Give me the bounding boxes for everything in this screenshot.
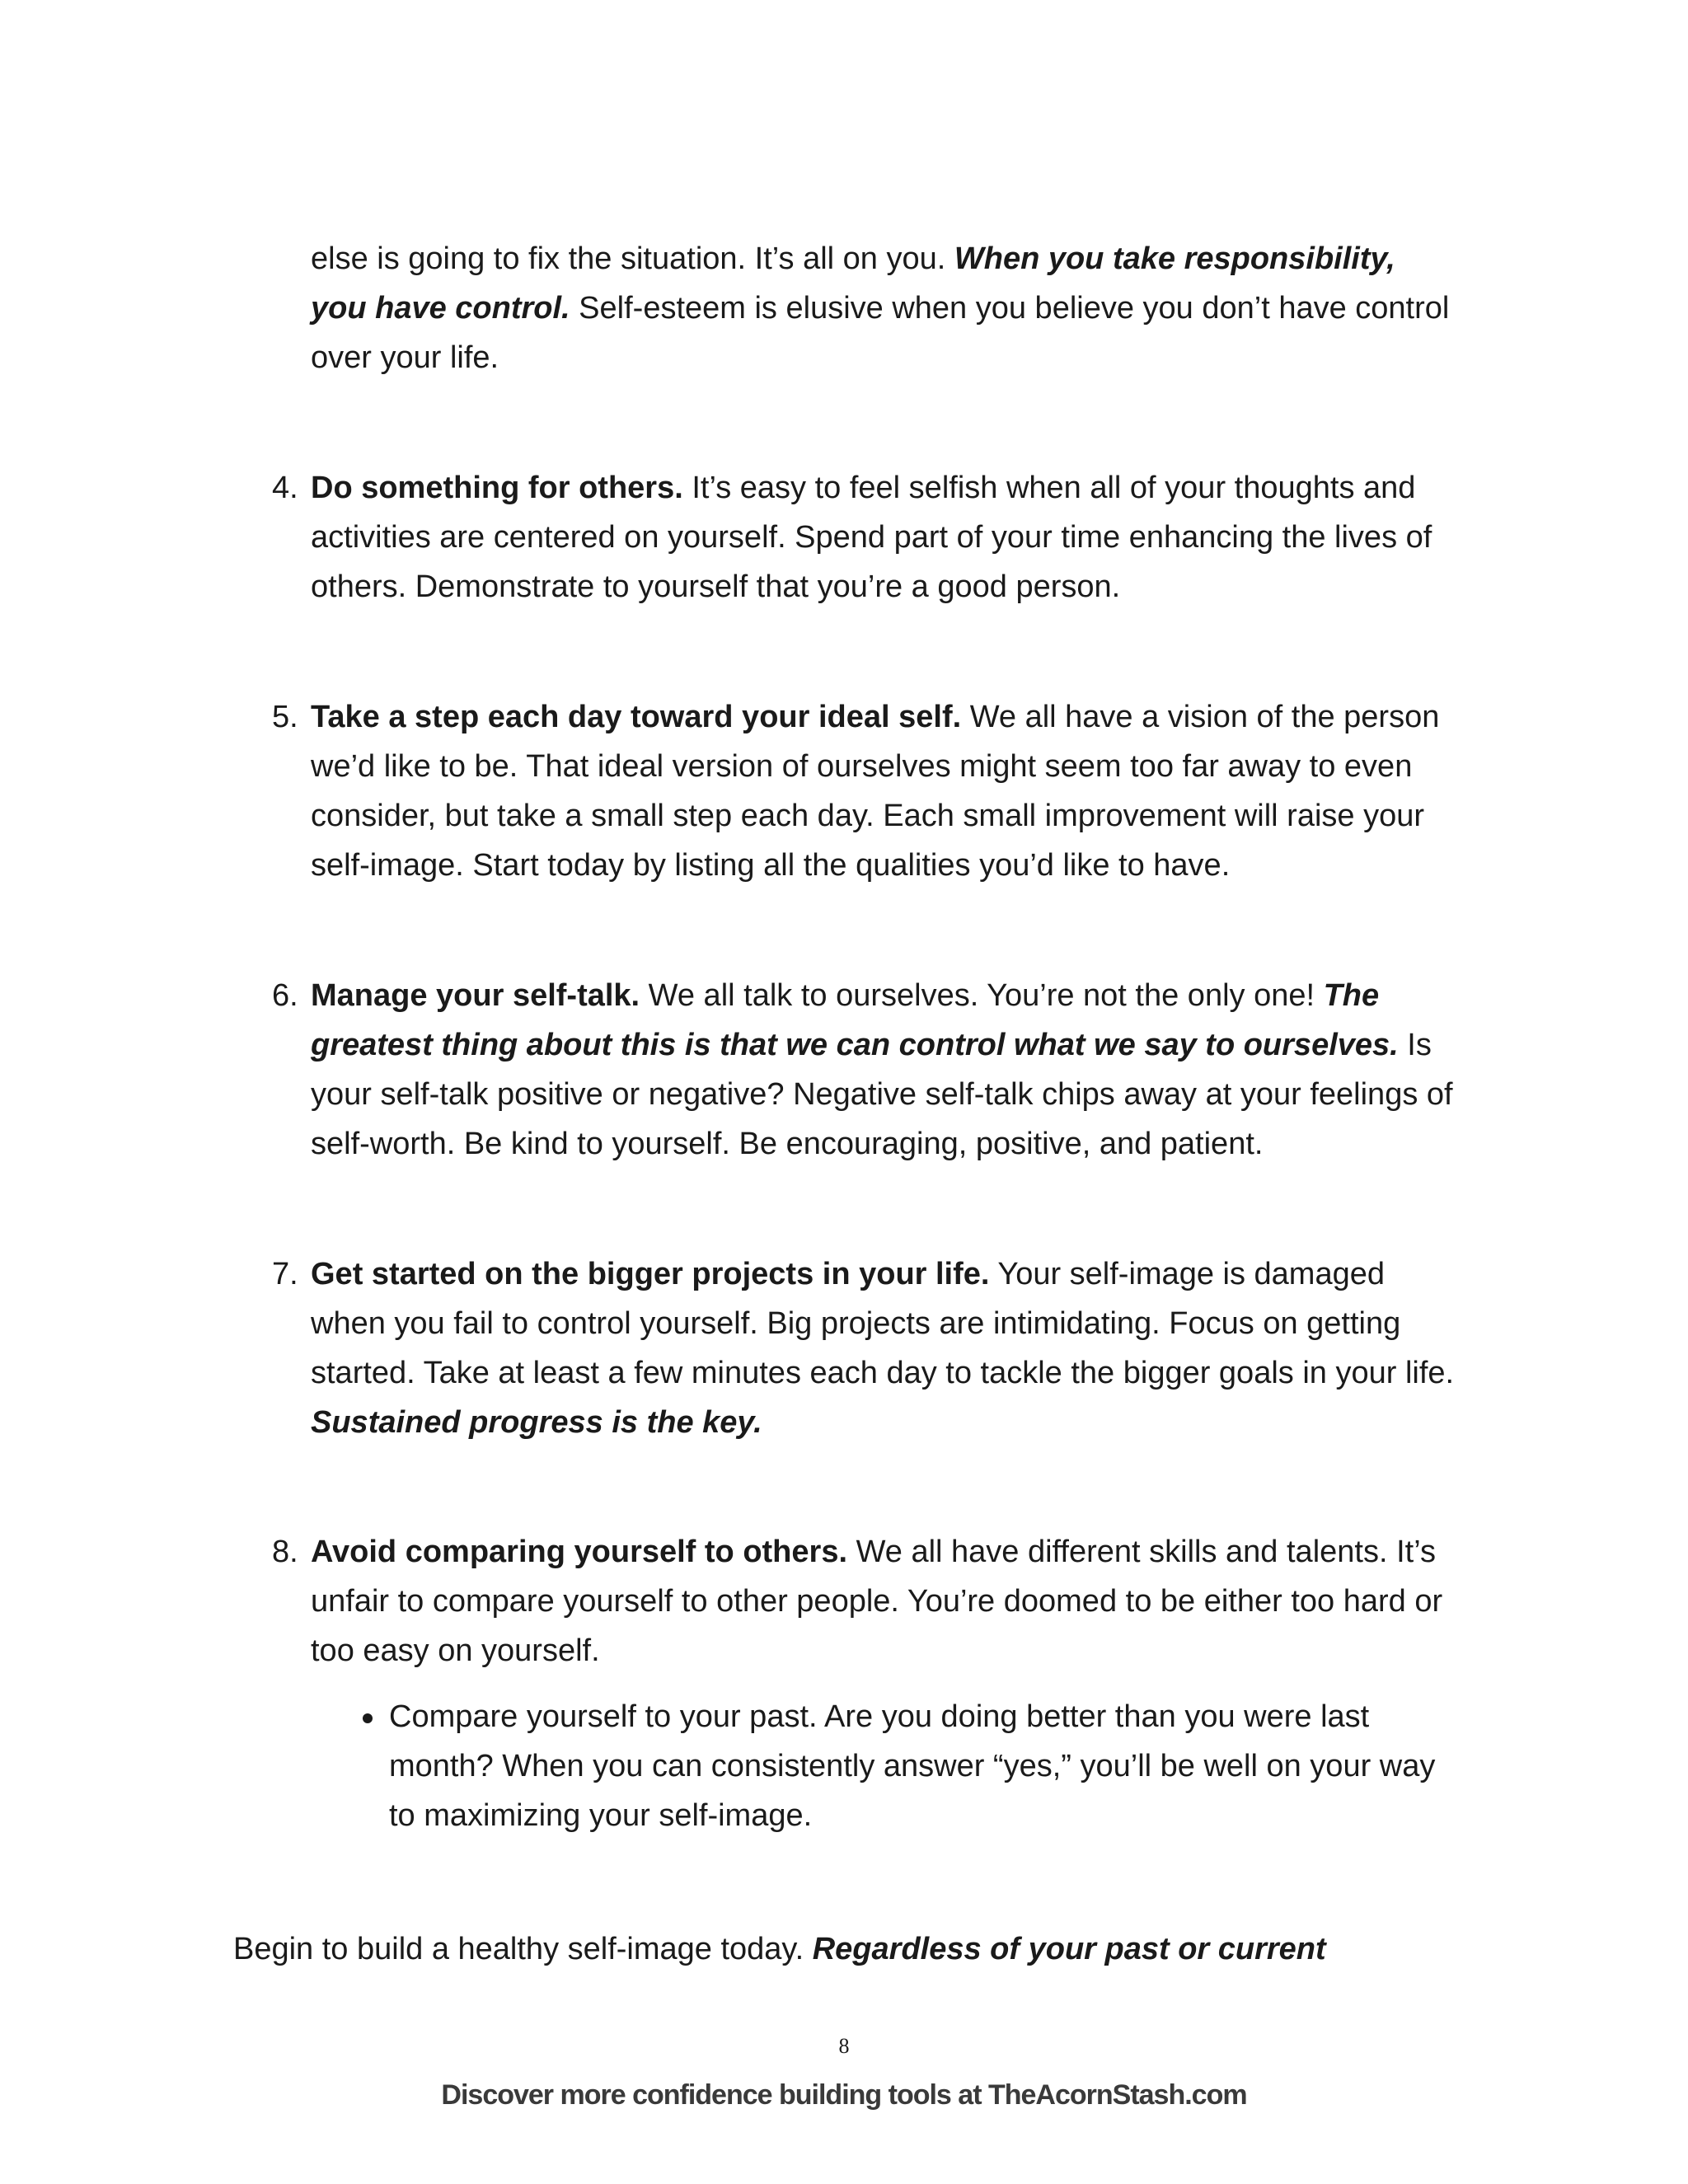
list-item-8 — [272, 1527, 1456, 1675]
list-heading: Avoid comparing yourself to others. — [311, 1535, 848, 1569]
closing-emphasis: Regardless of your past or current — [812, 1932, 1326, 1966]
closing-paragraph — [233, 1924, 1470, 1974]
list-heading: Manage your self-talk. — [311, 978, 640, 1013]
continuation-emphasis: When you take responsibility, you have control. — [311, 241, 1395, 326]
list-heading: Do something for others. — [311, 471, 683, 505]
list-item-4 — [272, 463, 1456, 612]
bullet-text: Compare yourself to your past. Are you doing better than you were last month? When you can consistently answer “yes,” you’ll be well on your way to maximizing your self-image. — [389, 1699, 1436, 1833]
bullet-item — [363, 1692, 1459, 1840]
list-emphasis: The greatest thing about this is that we can control what we say to ourselves. — [311, 978, 1399, 1062]
list-text: We all talk to ourselves. You’re not the only one! — [640, 978, 1324, 1013]
list-item-7 — [272, 1249, 1456, 1447]
list-number: 6. — [272, 978, 298, 1013]
page-number: 8 — [838, 2034, 850, 2058]
list-emphasis: Sustained progress is the key. — [311, 1405, 762, 1440]
list-text: We all have different skills and talents. It’s unfair to compare yourself to other people. You’re doomed to be either too hard or too easy on yourself. — [311, 1535, 1443, 1668]
list-text: It’s easy to feel selfish when all of your thoughts and activities are centered on yourself. Spend part of your time enhancing the lives of others. Demonstrate to yourself that you’re a good person. — [311, 471, 1432, 604]
closing-text: Begin to build a healthy self-image today. — [233, 1932, 813, 1966]
list-number: 7. — [272, 1257, 298, 1291]
list-text-2: Is your self-talk positive or negative? Negative self-talk chips away at your feelings of self-worth. Be kind to yourself. Be encouraging, positive, and patient. — [311, 1028, 1453, 1161]
list-text: Your self-image is damaged when you fail to control yourself. Big projects are intimidating. Focus on getting started. Take at least a few minutes each day to tackle the bigger goals in your life. — [311, 1257, 1455, 1390]
list-heading: Get started on the bigger projects in your life. — [311, 1257, 990, 1291]
continuation-paragraph — [311, 234, 1456, 382]
continuation-text-2: Self-esteem is elusive when you believe you don’t have control over your life. — [311, 291, 1450, 375]
bullet-dot-icon — [363, 1713, 373, 1723]
continuation-text-1: else is going to fix the situation. It’s all on you. — [311, 241, 954, 276]
list-number: 8. — [272, 1535, 298, 1569]
list-number: 4. — [272, 471, 298, 505]
list-heading: Take a step each day toward your ideal self. — [311, 700, 962, 734]
footer-link-text[interactable]: Discover more confidence building tools at TheAcornStash.com — [441, 2079, 1247, 2111]
list-number: 5. — [272, 700, 298, 734]
list-item-5 — [272, 692, 1456, 890]
list-text: We all have a vision of the person we’d like to be. That ideal version of ourselves might seem too far away to even consider, but take a small step each day. Each small improvement will raise your self-image. Start today by listing all the qualities you’d like to have. — [311, 700, 1440, 883]
list-item-6 — [272, 971, 1456, 1169]
